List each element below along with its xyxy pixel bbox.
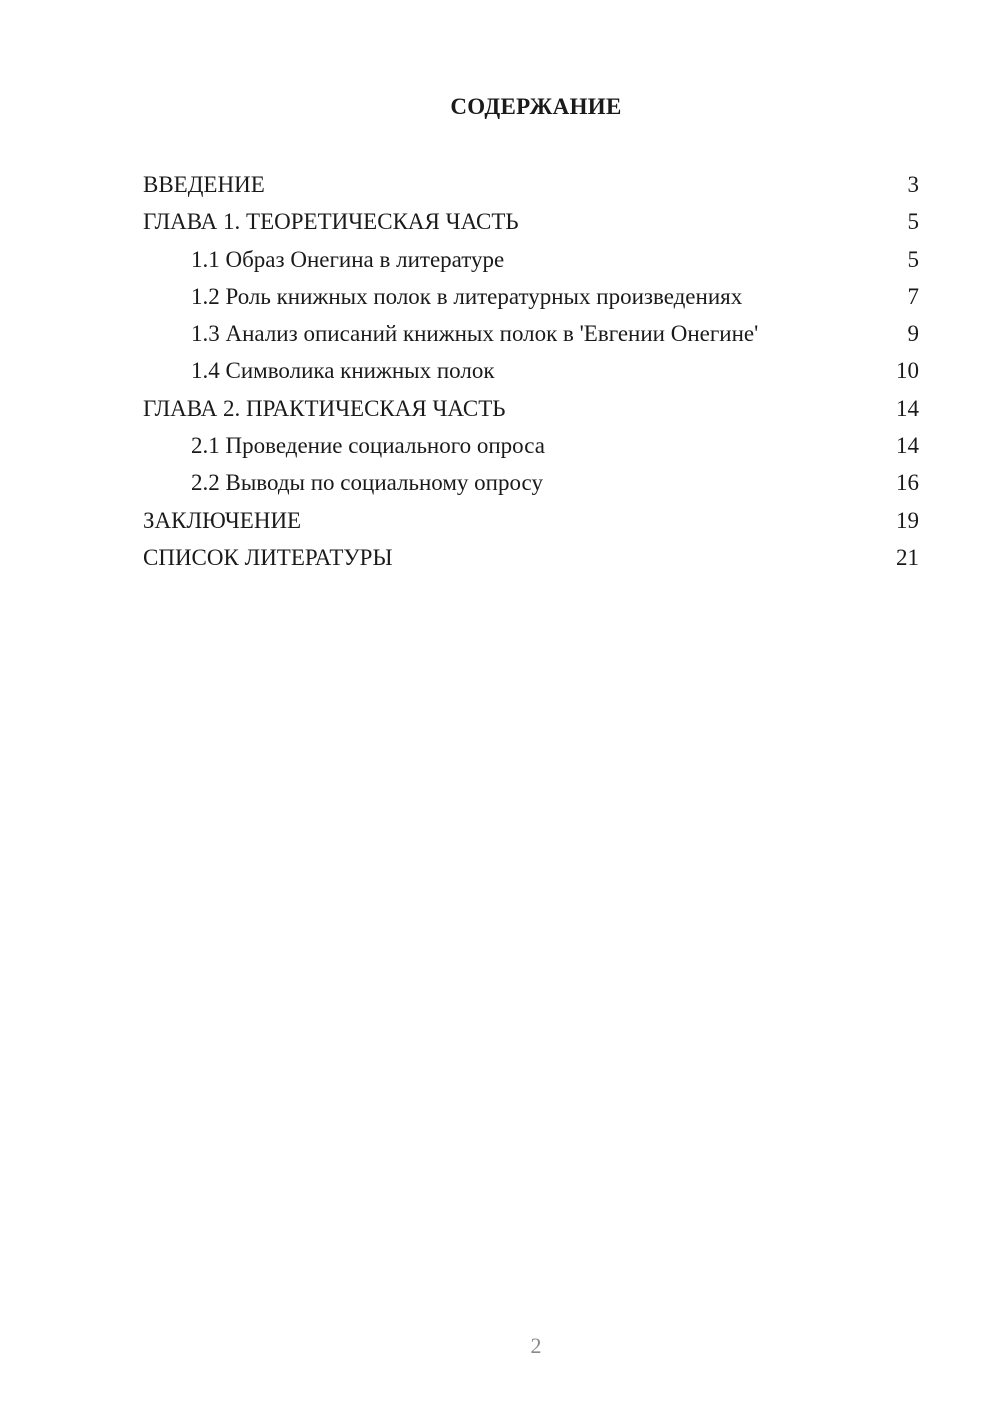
toc-entry-page: 5 — [907, 246, 919, 272]
toc-entry-conclusion[interactable] — [143, 504, 919, 541]
toc-entry-page: 19 — [896, 507, 919, 533]
toc-entry-page: 7 — [907, 283, 919, 309]
toc-entry-section-1-3[interactable] — [143, 317, 919, 354]
toc-entry-page: 5 — [907, 209, 919, 235]
toc-entry-label: 2.2 Выводы по социальному опросу — [191, 470, 543, 496]
toc-entry-chapter-1[interactable] — [143, 205, 919, 242]
toc-entry-page: 9 — [907, 321, 919, 347]
toc-entry-page: 21 — [896, 544, 919, 570]
toc-entry-label: ГЛАВА 2. ПРАКТИЧЕСКАЯ ЧАСТЬ — [143, 395, 506, 421]
table-of-contents — [143, 168, 919, 578]
toc-entry-section-2-1[interactable] — [143, 429, 919, 466]
toc-entry-label: СПИСОК ЛИТЕРАТУРЫ — [143, 544, 393, 570]
toc-entry-page: 10 — [896, 358, 919, 384]
toc-entry-label: 2.1 Проведение социального опроса — [191, 433, 545, 459]
toc-entry-page: 16 — [896, 470, 919, 496]
toc-entry-bibliography[interactable] — [143, 541, 919, 578]
toc-entry-label: 1.3 Анализ описаний книжных полок в 'Евгении Онегине' — [191, 321, 759, 347]
toc-entry-page: 14 — [896, 395, 919, 421]
toc-entry-label: ГЛАВА 1. ТЕОРЕТИЧЕСКАЯ ЧАСТЬ — [143, 209, 519, 235]
page-title: СОДЕРЖАНИЕ — [450, 94, 622, 119]
toc-entry-chapter-2[interactable] — [143, 392, 919, 429]
toc-entry-label: ВВЕДЕНИЕ — [143, 172, 265, 197]
toc-entry-page: 3 — [907, 172, 919, 197]
toc-entry-section-1-2[interactable] — [143, 280, 919, 317]
toc-entry-label: 1.4 Символика книжных полок — [191, 358, 495, 384]
page-number: 2 — [530, 1333, 542, 1358]
toc-entry-label: 1.1 Образ Онегина в литературе — [191, 246, 505, 272]
toc-entry-section-1-4[interactable] — [143, 354, 919, 391]
toc-entry-label: 1.2 Роль книжных полок в литературных произведениях — [191, 283, 743, 309]
toc-entry-introduction[interactable] — [143, 168, 919, 205]
toc-entry-section-2-2[interactable] — [143, 466, 919, 503]
toc-entry-section-1-1[interactable] — [143, 243, 919, 280]
toc-entry-page: 14 — [896, 433, 919, 459]
toc-entry-label: ЗАКЛЮЧЕНИЕ — [143, 507, 302, 533]
